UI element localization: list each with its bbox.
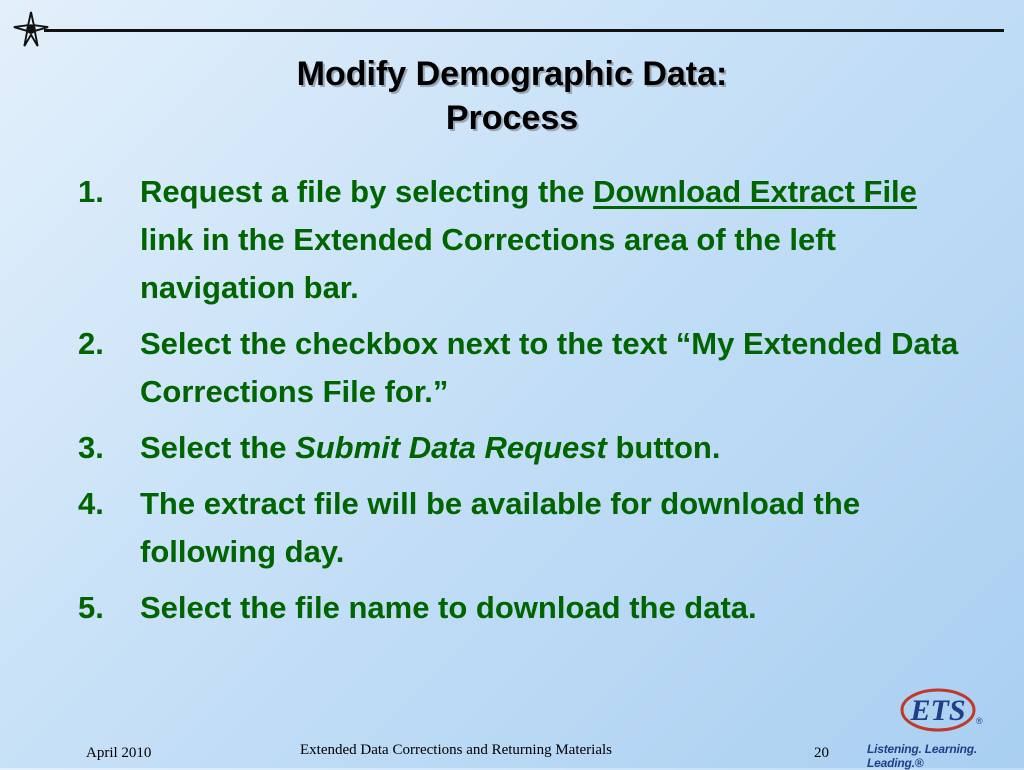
- step-item: [78, 584, 978, 632]
- ets-logo-registered: ®: [976, 716, 983, 726]
- download-extract-file-link[interactable]: Download Extract File: [593, 174, 917, 209]
- slide-title-line1: Modify Demographic Data:: [296, 55, 728, 93]
- step-item: [78, 424, 978, 472]
- step-number: 2.: [78, 326, 104, 361]
- page-number: 20: [814, 745, 829, 761]
- ets-logo-text: ETS: [910, 694, 966, 727]
- footer-title: Extended Data Corrections and Returning Materials: [300, 742, 612, 758]
- steps-list: [78, 168, 978, 640]
- step-text: [140, 168, 978, 312]
- step-number: 1.: [78, 174, 104, 209]
- footer-date: April 2010: [86, 745, 152, 761]
- step-number: 3.: [78, 430, 104, 465]
- step-text-part: Request a file by selecting the: [140, 174, 594, 209]
- step-item: [78, 480, 978, 576]
- step-number: 4.: [78, 486, 104, 521]
- step-text: The extract file will be available for download the following day.: [140, 486, 861, 569]
- step-text-part: button.: [606, 430, 721, 465]
- slide-title-line2: Process: [445, 99, 579, 137]
- step-item: [78, 168, 978, 312]
- step-text: Select the checkbox next to the text “My Extended Data Corrections File for.”: [140, 326, 959, 409]
- header-divider: [44, 29, 1004, 32]
- step-item: [78, 320, 978, 416]
- step-text: Select the file name to download the data.: [140, 590, 757, 625]
- step-text: [140, 424, 978, 472]
- step-text-part: link in the Extended Corrections area of the left navigation bar.: [140, 222, 836, 305]
- step-text-part: Select the: [140, 430, 296, 465]
- step-number: 5.: [78, 590, 104, 625]
- ets-logo: [896, 680, 986, 736]
- submit-data-request-term: Submit Data Request: [295, 430, 607, 465]
- ets-tagline: Listening. Learning. Leading.®: [867, 742, 978, 770]
- slide-title: [0, 52, 1024, 140]
